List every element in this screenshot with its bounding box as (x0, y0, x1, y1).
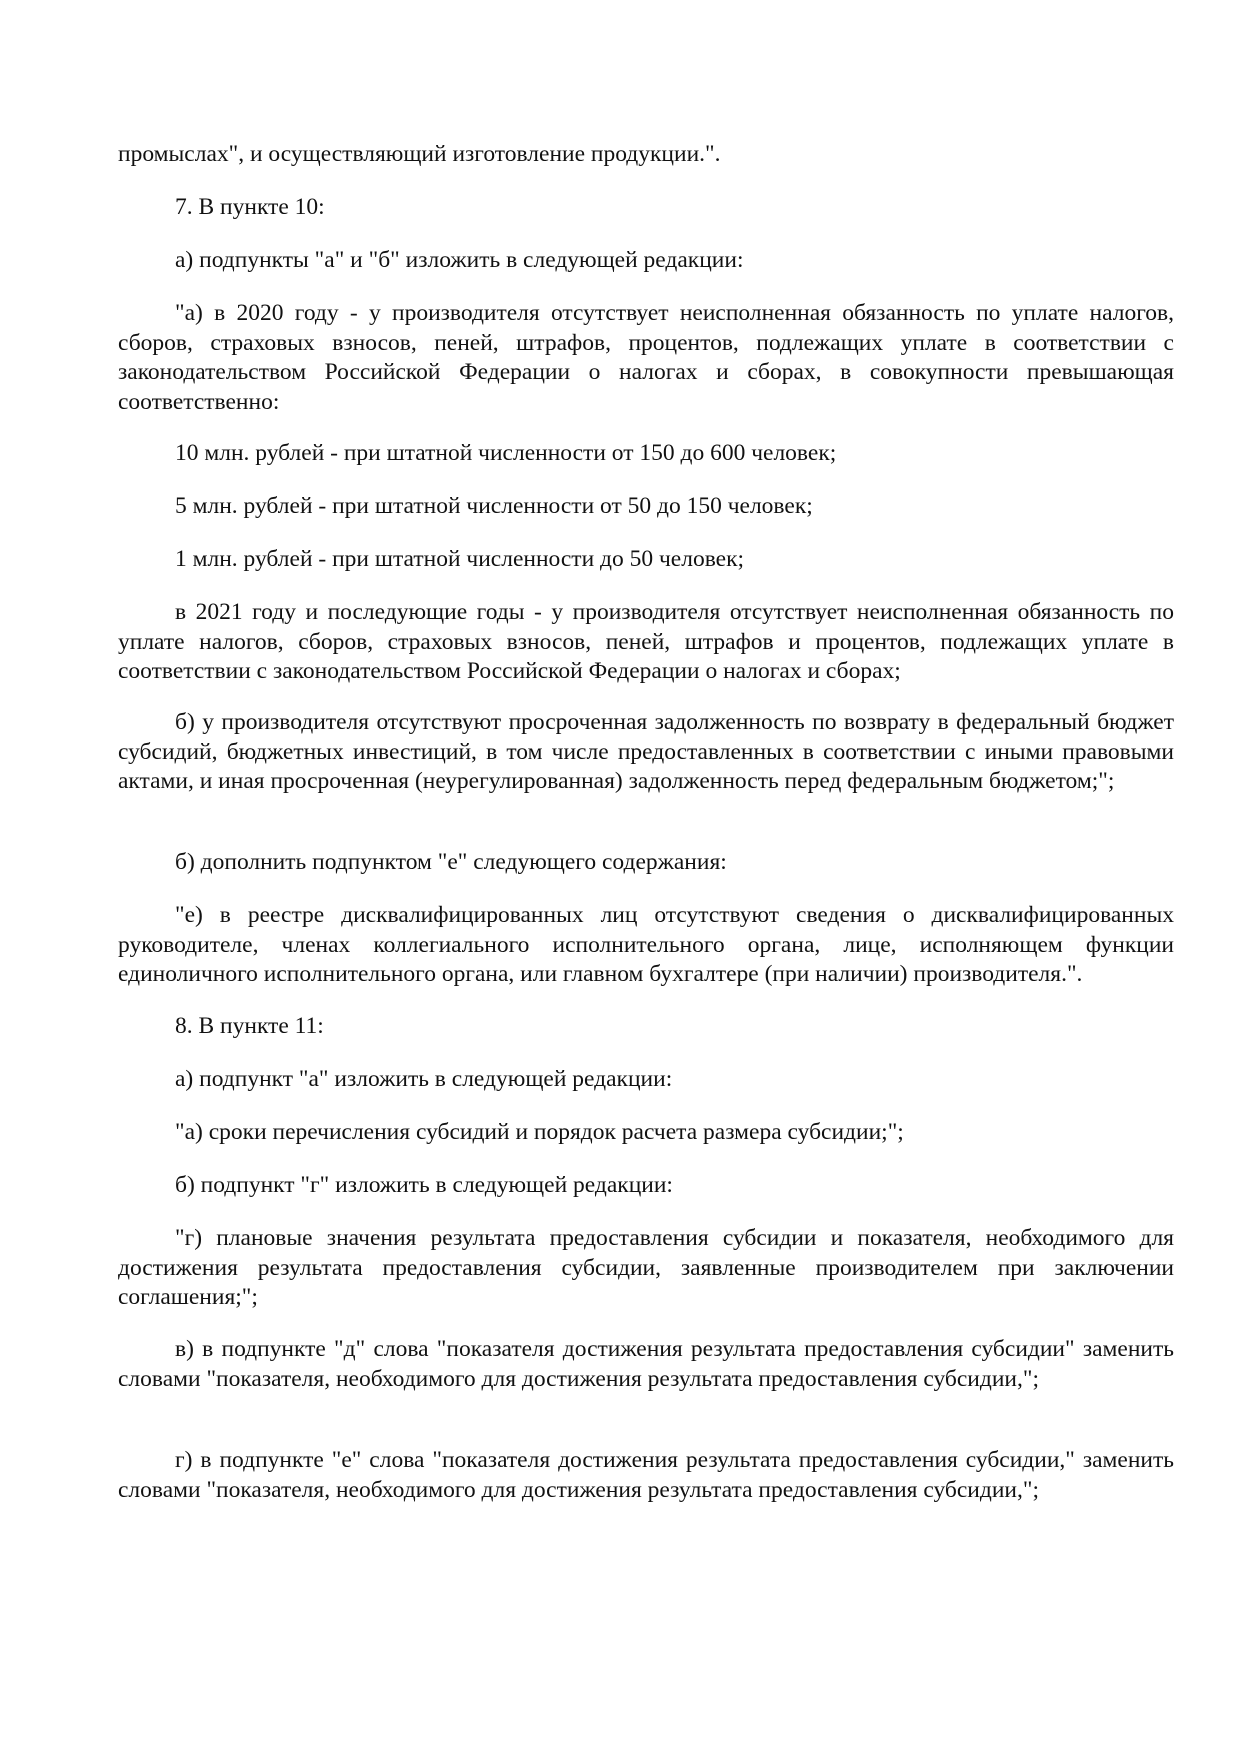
paragraph-2021-onwards: в 2021 году и последующие годы - у производителя отсутствует неисполненная обязанность по уплате налогов, сборов, страховых взносов, пеней, штрафов и процентов, подлежащих уплате в соответствии с законодательством Российской Федерации о налогах и сборах; (118, 599, 1174, 684)
paragraph-subitem-b-debt: б) у производителя отсутствуют просроченная задолженность по возврату в федеральный бюджет субсидий, бюджетных инвестиций, в том числе предоставленных в соответствии с иными правовыми актами, и иная просроченная (неурегулированная) задолженность перед федеральным бюджетом;"; (118, 709, 1174, 794)
paragraph-quote-a-2020: "а) в 2020 году - у производителя отсутствует неисполненная обязанность по уплате налогов, сборов, страховых взносов, пеней, штрафов, процентов, подлежащих уплате в соответствии с законодательством Российской Федерации о налогах и сборах, в совокупности превышающая соответственно: (118, 300, 1174, 415)
paragraph-threshold-1m: 1 млн. рублей - при штатной численности до 50 человек; (175, 546, 745, 572)
paragraph-quote-g: "г) плановые значения результата предоставления субсидии и показателя, необходимого для достижения результата предоставления субсидии, заявленные производителем при заключении соглашения;"; (118, 1225, 1174, 1310)
paragraph-continuation: промыслах", и осуществляющий изготовление продукции.". (118, 141, 721, 167)
paragraph-subitem-a-11: а) подпункт "а" изложить в следующей редакции: (175, 1066, 673, 1092)
paragraph-quote-e: "е) в реестре дисквалифицированных лиц отсутствуют сведения о дисквалифицированных руководителе, членах коллегиального исполнительного органа, лице, исполняющем функции единоличного исполнительного органа, или главном бухгалтере (при наличии) производителя.". (118, 902, 1174, 987)
paragraph-threshold-5m: 5 млн. рублей - при штатной численности от 50 до 150 человек; (175, 493, 813, 519)
paragraph-item-7: 7. В пункте 10: (175, 194, 325, 220)
paragraph-subitem-b-add-e: б) дополнить подпунктом "е" следующего содержания: (175, 849, 727, 875)
paragraph-subitem-b-11: б) подпункт "г" изложить в следующей редакции: (175, 1172, 673, 1198)
paragraph-item-8: 8. В пункте 11: (175, 1013, 324, 1039)
paragraph-subitem-v: в) в подпункте "д" слова "показателя достижения результата предоставления субсидии" заменить словами "показателя, необходимого для достижения результата предоставления субсидии,"; (118, 1336, 1174, 1392)
paragraph-threshold-10m: 10 млн. рублей - при штатной численности от 150 до 600 человек; (175, 440, 837, 466)
paragraph-quote-a-11: "а) сроки перечисления субсидий и порядок расчета размера субсидии;"; (175, 1119, 904, 1145)
paragraph-subitem-g: г) в подпункте "е" слова "показателя достижения результата предоставления субсидии," заменить словами "показателя, необходимого для достижения результата предоставления субсидии,"; (118, 1447, 1174, 1503)
paragraph-subitem-a: а) подпункты "а" и "б" изложить в следующей редакции: (175, 247, 744, 273)
